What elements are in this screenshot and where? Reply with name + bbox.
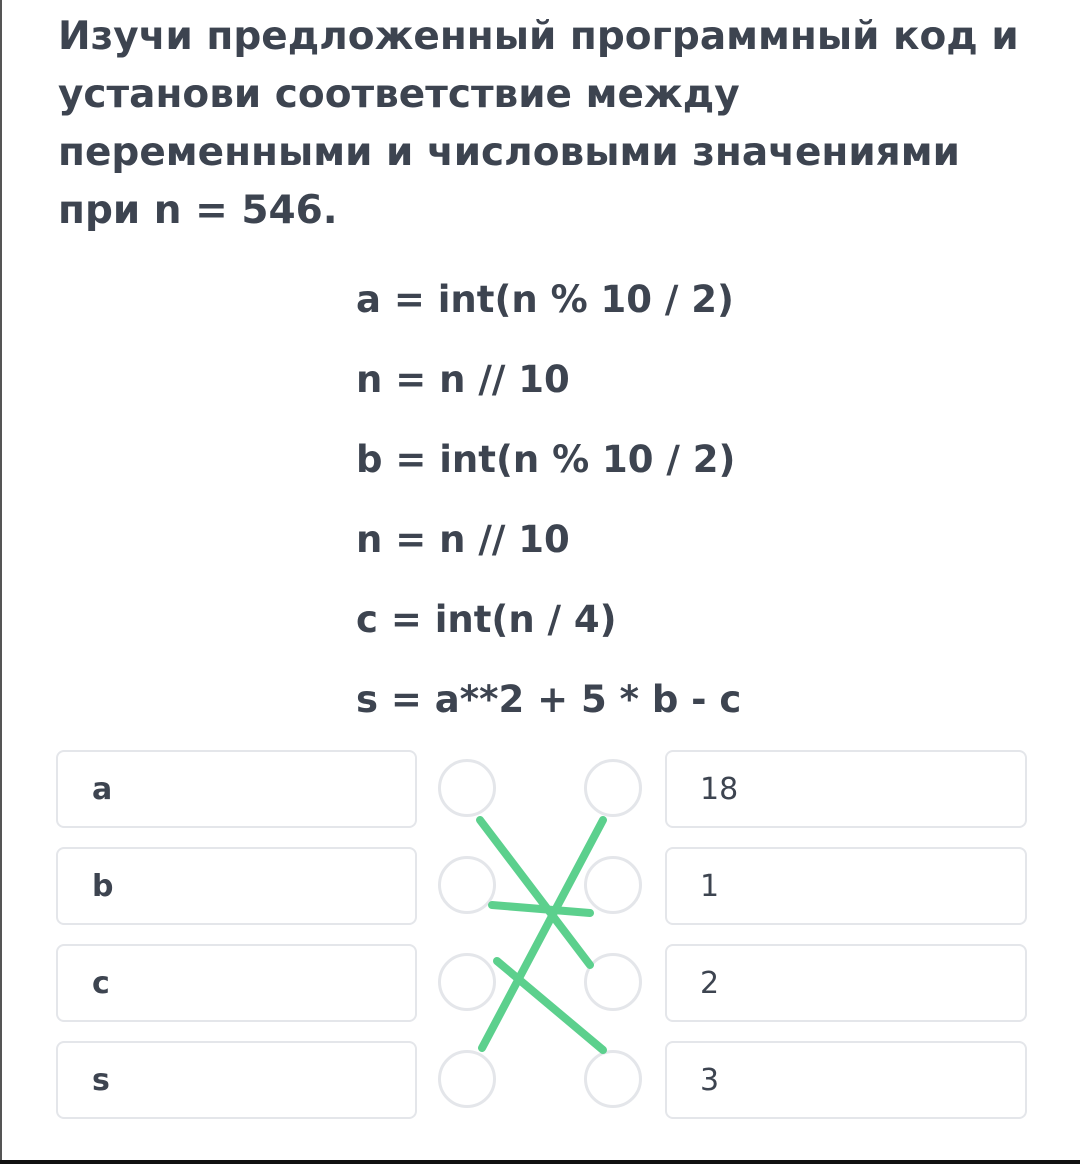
right-connector-1[interactable] (584, 856, 642, 914)
right-item-2[interactable]: 2 (665, 944, 1027, 1022)
right-connector-18[interactable] (584, 759, 642, 817)
bottom-bar (0, 1160, 1080, 1164)
question-text: Изучи предложенный программный код и установи соответствие между переменными и числовыми значениями при n = 546. (58, 14, 1019, 233)
connection-line-b (492, 905, 590, 913)
connection-line-a (480, 820, 590, 965)
left-connector-b[interactable] (438, 856, 496, 914)
right-item-18[interactable]: 18 (665, 750, 1027, 828)
left-connector-c[interactable] (438, 953, 496, 1011)
left-item-a[interactable]: a (56, 750, 417, 828)
code-line: b = int(n % 10 / 2) (356, 438, 736, 481)
right-connector-3[interactable] (584, 1050, 642, 1108)
left-connector-a[interactable] (438, 759, 496, 817)
code-line: c = int(n / 4) (356, 598, 617, 641)
code-block (356, 270, 741, 750)
code-line: n = n // 10 (356, 518, 570, 561)
frame-left-border (0, 0, 2, 1160)
code-line: a = int(n % 10 / 2) (356, 278, 734, 321)
connection-line-s (482, 820, 603, 1048)
right-connector-2[interactable] (584, 953, 642, 1011)
left-item-c[interactable]: c (56, 944, 417, 1022)
left-item-b[interactable]: b (56, 847, 417, 925)
right-item-3[interactable]: 3 (665, 1041, 1027, 1119)
code-line: s = a**2 + 5 * b - c (356, 678, 742, 721)
left-item-s[interactable]: s (56, 1041, 417, 1119)
left-connector-s[interactable] (438, 1050, 496, 1108)
code-line: n = n // 10 (356, 358, 570, 401)
right-item-1[interactable]: 1 (665, 847, 1027, 925)
